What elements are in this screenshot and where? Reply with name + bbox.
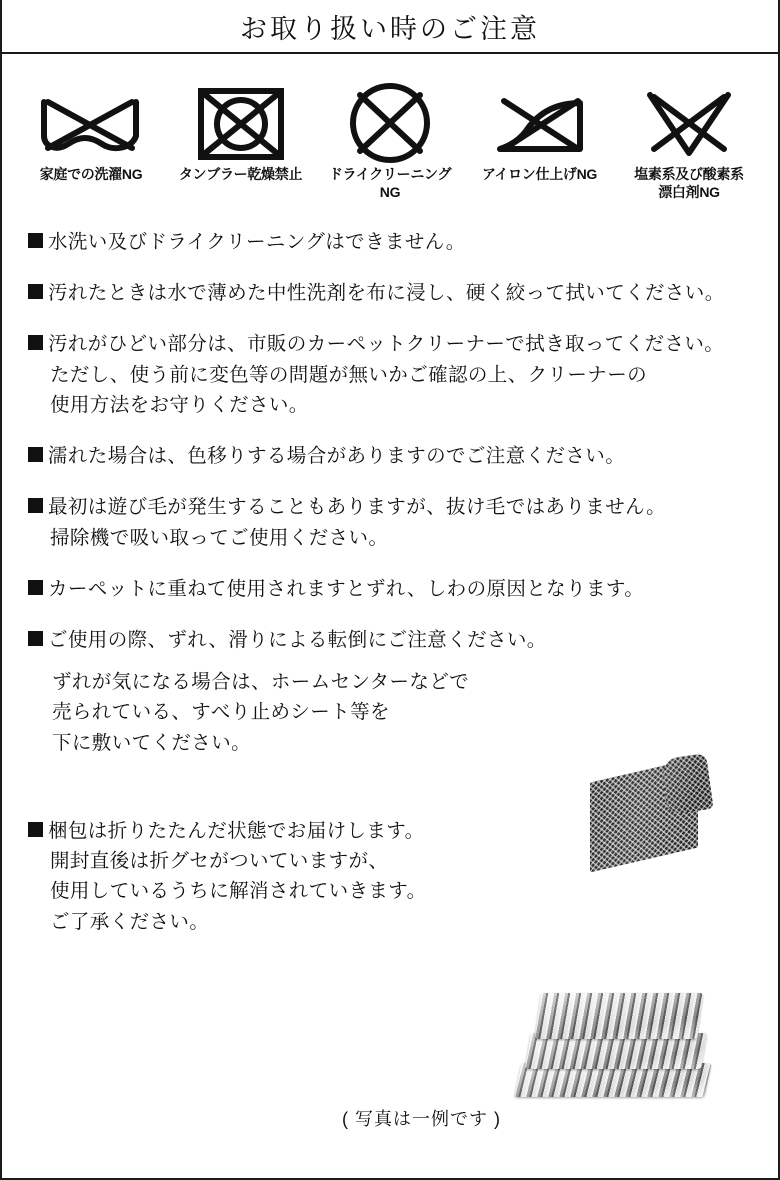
page-title-bar: [2, 0, 778, 54]
care-symbol-caption: アイロン仕上げNG: [481, 166, 598, 182]
care-note: [28, 441, 752, 471]
care-note: [28, 278, 752, 308]
care-note-text: ずれが気になる場合は、ホームセンターなどで: [52, 671, 470, 694]
care-symbol-home-wash: [20, 82, 162, 201]
care-note-text: ただし、使う前に変色等の問題が無いかご確認の上、クリーナーの: [50, 363, 648, 386]
care-note-text: 使用しているうちに解消されていきます。: [50, 880, 427, 903]
care-note-line: [28, 876, 752, 906]
care-note-line: [28, 441, 752, 471]
care-note-text: ご使用の際、ずれ、滑りによる転倒にご注意ください。: [48, 628, 547, 651]
care-note-text: 汚れがひどい部分は、市販のカーペットクリーナーで拭き取ってください。: [48, 333, 725, 356]
bullet-square-icon: [28, 580, 43, 595]
care-note-line: [28, 329, 752, 359]
page-title: お取り扱い時のご注意: [240, 13, 540, 44]
care-note: [28, 329, 752, 420]
care-note-text: カーペットに重ねて使用されますとずれ、しわの原因となります。: [48, 577, 645, 600]
care-symbol-bleach: [618, 82, 760, 201]
care-note-text: 水洗い及びドライクリーニングはできません。: [48, 231, 466, 253]
care-note-line: [28, 728, 752, 758]
bullet-square-icon: [28, 822, 43, 837]
care-note: [28, 492, 752, 552]
care-note-text: 掃除機で吸い取ってご使用ください。: [50, 526, 389, 549]
care-note-text: 開封直後は折グセがついていますが、: [50, 850, 389, 873]
care-symbol-tumble-dry: [170, 82, 312, 201]
care-note-text: 濡れた場合は、色移りする場合がありますのでご注意ください。: [48, 445, 626, 468]
care-symbol-caption-line1: 塩素系及び酸素系: [634, 166, 744, 182]
bullet-square-icon: [28, 335, 43, 350]
care-note-text: 汚れたときは水で薄めた中性洗剤を布に浸し、硬く絞って拭いてください。: [48, 282, 725, 305]
no-bleach-icon: [642, 82, 736, 164]
care-note-text: 下に敷いてください。: [52, 731, 252, 754]
care-note: [28, 227, 752, 257]
rug-fold-top: [535, 993, 703, 1039]
care-note-line: [28, 227, 752, 257]
care-symbol-caption: [634, 166, 744, 201]
care-note-text: 売られている、すべり止めシート等を: [52, 701, 390, 724]
anti-slip-mesh-sheet-photo: [590, 756, 720, 866]
care-symbol-caption: タンブラー乾燥禁止: [178, 166, 303, 182]
care-note-line: [28, 278, 752, 308]
care-note-line: [28, 523, 752, 553]
care-note-line: [28, 492, 752, 522]
care-symbol-caption: ドライクリーニングNG: [328, 166, 452, 200]
care-note-line: [28, 574, 752, 604]
no-dry-clean-icon: [344, 82, 436, 164]
mesh-sheet-roll: [660, 753, 713, 815]
care-symbol-caption: 家庭での洗濯NG: [39, 166, 143, 182]
care-note-line: [28, 907, 752, 937]
care-symbol-caption-line2: 漂白剤NG: [658, 183, 720, 200]
care-note-text: 使用方法をお守りください。: [50, 393, 309, 416]
care-note-text: 梱包は折りたたんだ状態でお届けします。: [48, 819, 425, 842]
care-note-line: [28, 625, 752, 655]
bullet-square-icon: [28, 233, 43, 248]
folded-rug-photo: [512, 985, 712, 1115]
no-home-wash-icon: [38, 82, 144, 164]
care-note-line: [28, 667, 752, 697]
bullet-square-icon: [28, 498, 43, 513]
bullet-square-icon: [28, 447, 43, 462]
no-tumble-dry-icon: [195, 82, 287, 164]
bullet-square-icon: [28, 631, 43, 646]
care-note-line: [28, 697, 752, 727]
care-symbol-dry-clean: [319, 82, 461, 201]
care-symbol-row: [2, 54, 778, 201]
care-note-text: 最初は遊び毛が発生することもありますが、抜け毛ではありません。: [48, 496, 667, 519]
care-note-line: [28, 390, 752, 420]
no-iron-icon: [492, 82, 588, 164]
bullet-square-icon: [28, 284, 43, 299]
photo-sample-caption: ( 写真は一例です ): [342, 1109, 501, 1129]
care-symbol-iron: [469, 82, 611, 201]
care-note: [28, 625, 752, 758]
care-note-line: [28, 360, 752, 390]
care-note: [28, 574, 752, 604]
care-note-text: ご了承ください。: [50, 910, 210, 933]
